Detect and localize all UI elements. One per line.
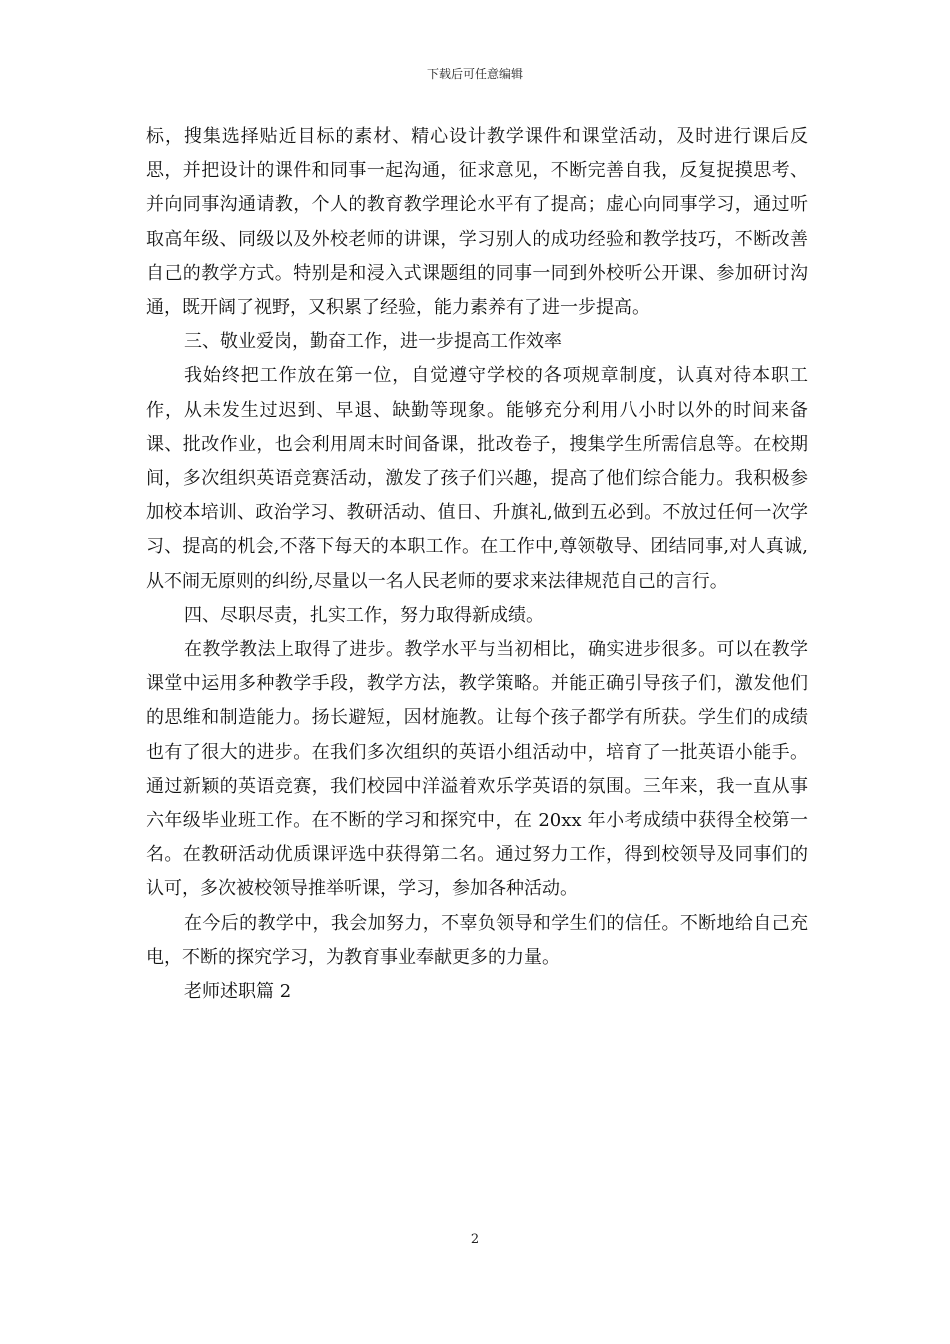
document-body <box>146 120 808 1009</box>
paragraph-achievements: 在教学教法上取得了进步。教学水平与当初相比，确实进步很多。可以在教学课堂中运用多种教学手段，教学方法，教学策略。并能正确引导孩子们，激发他们的思维和制造能力。扬长避短，因材施教。让每个孩子都学有所获。学生们的成绩也有了很大的进步。在我们多次组织的英语小组活动中，培育了一批英语小能手。通过新颖的英语竞赛，我们校园中洋溢着欢乐学英语的氛围。三年来，我一直从事六年级毕业班工作。在不断的学习和探究中，在 20xx 年小考成绩中获得全校第一名。在教研活动优质课评选中获得第二名。通过努力工作，得到校领导及同事们的认可，多次被校领导推举听课，学习，参加各种活动。 <box>146 639 808 900</box>
section-heading-four: 四、尽职尽责，扎实工作，努力取得新成绩。 <box>184 604 544 626</box>
section-heading-three: 三、敬业爱岗，勤奋工作，进一步提高工作效率 <box>184 331 562 353</box>
next-article-title: 老师述职篇 2 <box>184 981 292 1003</box>
page-header: 下载后可任意编辑 <box>426 67 523 81</box>
paragraph-continuation: 标，搜集选择贴近目标的素材、精心设计教学课件和课堂活动，及时进行课后反思，并把设计的课件和同事一起沟通，征求意见，不断完善自我，反复捉摸思考、并向同事沟通请教，个人的教育教学理论水平有了提高；虚心向同事学习，通过听取高年级、同级以及外校老师的讲课，学习别人的成功经验和教学技巧，不断改善自己的教学方式。特别是和浸入式课题组的同事一同到外校听公开课、参加研讨沟通，既开阔了视野，又积累了经验，能力素养有了进一步提高。 <box>146 126 808 319</box>
paragraph-future-plans: 在今后的教学中，我会加努力，不辜负领导和学生们的信任。不断地给自己充电，不断的探究学习，为教育事业奉献更多的力量。 <box>146 912 808 968</box>
paragraph-work-attitude: 我始终把工作放在第一位，自觉遵守学校的各项规章制度，认真对待本职工作，从未发生过迟到、早退、缺勤等现象。能够充分利用八小时以外的时间来备课、批改作业，也会利用周末时间备课，批改卷子，搜集学生所需信息等。在校期间，多次组织英语竞赛活动，激发了孩子们兴趣，提高了他们综合能力。我积极参加校本培训、政治学习、教研活动、值日、升旗礼,做到五必到。不放过任何一次学习、提高的机会,不落下每天的本职工作。在工作中,尊领敬导、团结同事,对人真诚,从不闹无原则的纠纷,尽量以一名人民老师的要求来法律规范自己的言行。 <box>146 365 808 592</box>
page-number: 2 <box>470 1232 480 1247</box>
